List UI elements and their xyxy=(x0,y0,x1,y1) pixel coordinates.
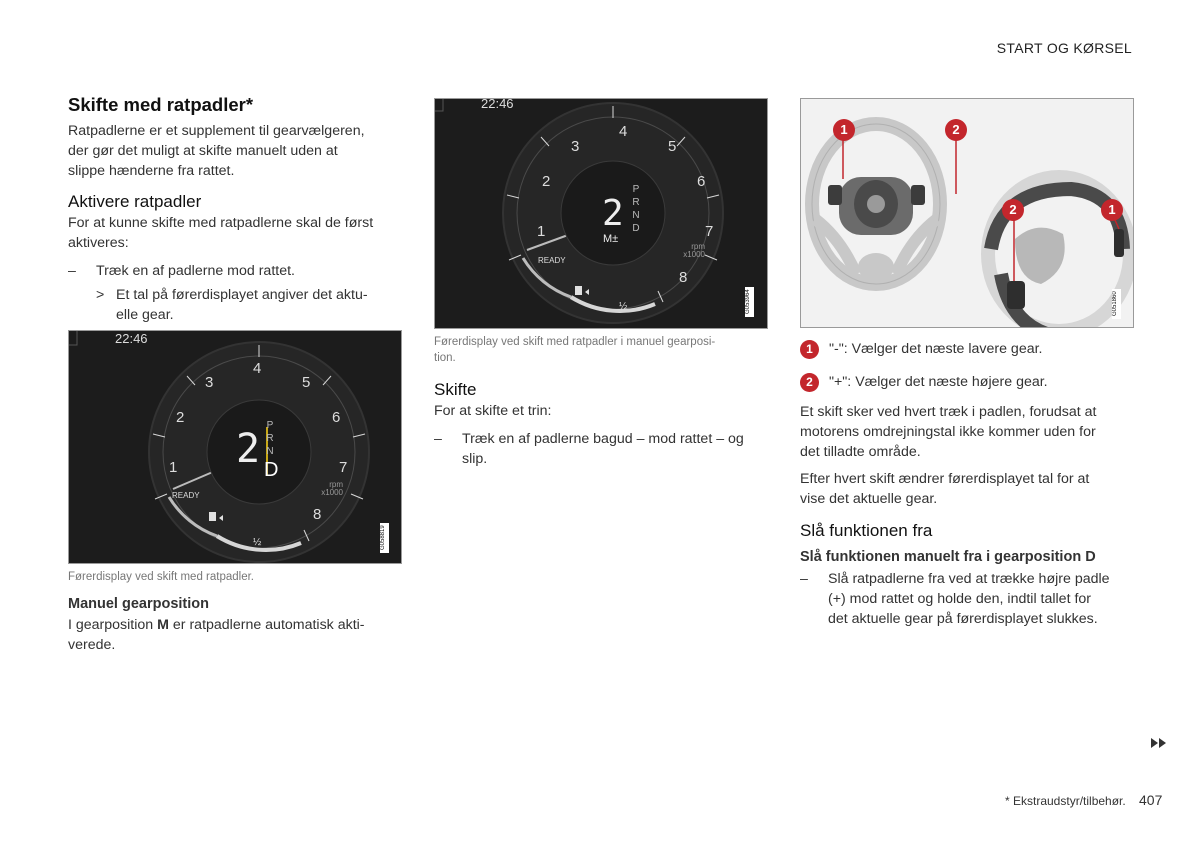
tick-label-7: 7 xyxy=(705,223,714,240)
manual-heading: Manuel gearposition xyxy=(68,596,209,612)
step-dash: – xyxy=(434,431,442,447)
tick-label-4: 4 xyxy=(253,360,262,377)
intro-line: slippe hænderne fra rattet. xyxy=(68,163,235,179)
step-result xyxy=(96,285,396,325)
off-heading: Slå funktionen fra xyxy=(800,521,933,540)
footnote: * Ekstraudstyr/tilbehør. xyxy=(1005,794,1126,808)
para-line: vise det aktuelle gear. xyxy=(800,491,938,507)
shift-text: For at skifte et trin: xyxy=(434,403,552,419)
clock-readout: 22:46 xyxy=(115,331,148,346)
callout-2-badge: 2 xyxy=(1002,199,1024,221)
clock-readout: 22:46 xyxy=(481,98,514,111)
activate-heading: Aktivere ratpadler xyxy=(68,192,202,211)
tick-label-8: 8 xyxy=(679,269,688,286)
section-header: START OG KØRSEL xyxy=(996,40,1132,56)
tick-label-3: 3 xyxy=(205,374,214,391)
para-line: Efter hvert skift ændrer førerdisplayet tal for at xyxy=(800,471,1090,487)
step-line: Træk en af padlerne bagud – mod rattet – og xyxy=(462,431,744,447)
current-gear-number: 2 xyxy=(602,193,624,234)
intro-line: Ratpadlerne er et supplement til gearvælgeren, xyxy=(68,123,365,139)
shift-heading: Skifte xyxy=(434,380,477,399)
image-id-tag: G053964 xyxy=(745,287,754,317)
continue-arrows-glyph xyxy=(1150,737,1168,749)
driver-display-figure-auto xyxy=(68,330,402,564)
selector-r: R xyxy=(266,433,274,444)
selector-r: R xyxy=(632,197,640,208)
step-line: Slå ratpadlerne fra ved at trække højre padle xyxy=(828,571,1110,587)
legend-1-text: "-": Vælger det næste lavere gear. xyxy=(828,341,1043,357)
result-marker: > xyxy=(96,287,105,303)
ready-indicator: READY xyxy=(538,256,566,265)
manual-paragraph xyxy=(68,615,398,655)
double-triangle-right-icon xyxy=(1150,736,1168,748)
manual-text-pre: I gearposition xyxy=(68,617,158,633)
activate-line: For at kunne skifte med ratpadlerne skal de først xyxy=(68,215,374,231)
off-step xyxy=(800,569,1140,629)
selector-n: N xyxy=(266,446,274,457)
gear-selector-list xyxy=(266,419,274,458)
tick-label-6: 6 xyxy=(697,173,706,190)
selector-n: N xyxy=(632,210,640,221)
manual-text-post: er ratpadlerne automatisk akti- xyxy=(168,617,365,633)
activate-paragraph xyxy=(68,213,403,253)
tick-label-3: 3 xyxy=(571,138,580,155)
fuel-half-label: ½ xyxy=(619,301,628,312)
selector-p: P xyxy=(632,184,640,195)
rpm-unit-label: x1000 xyxy=(321,488,343,497)
rpm-label: rpm xyxy=(691,242,705,251)
step-text: Træk en af padlerne mod rattet. xyxy=(96,263,295,279)
legend-2-text: "+": Vælger det næste højere gear. xyxy=(828,374,1048,390)
tick-label-1: 1 xyxy=(537,223,546,240)
shift-explanation xyxy=(800,402,1140,462)
current-gear-number: 2 xyxy=(236,426,261,472)
para-line: motorens omdrejningstal ikke kommer uden for xyxy=(800,424,1096,440)
activate-line: aktiveres: xyxy=(68,235,129,251)
fuel-half-label: ½ xyxy=(253,537,262,548)
off-subheading: Slå funktionen manuelt fra i gearposition D xyxy=(800,549,1096,565)
legend-item-2 xyxy=(800,372,1140,392)
steering-wheel-figure xyxy=(800,98,1134,328)
callout-2-badge: 2 xyxy=(945,119,967,141)
selector-p: P xyxy=(266,420,274,431)
tick-label-4: 4 xyxy=(619,123,628,140)
shift-step xyxy=(434,429,774,469)
manual-text-bold: M xyxy=(157,617,169,633)
selector-d-active: D xyxy=(264,459,279,481)
callout-2-marker: 2 xyxy=(800,373,819,392)
tick-label-7: 7 xyxy=(339,459,348,476)
caption-line: Førerdisplay ved skift med ratpadler i manuel gearposi- xyxy=(434,336,716,348)
callout-1-badge: 1 xyxy=(1101,199,1123,221)
tick-label-6: 6 xyxy=(332,409,341,426)
manual-mode-indicator: M± xyxy=(603,233,619,245)
tick-label-1: 1 xyxy=(169,459,178,476)
step-line: slip. xyxy=(462,451,488,467)
page-number: 407 xyxy=(1139,792,1163,808)
result-line: elle gear. xyxy=(116,307,174,323)
callout-1-badge: 1 xyxy=(833,119,855,141)
para-line: Et skift sker ved hvert træk i padlen, forudsat at xyxy=(800,404,1097,420)
display-explanation xyxy=(800,469,1140,509)
tick-label-5: 5 xyxy=(668,138,677,155)
intro-line: der gør det muligt at skifte manuelt uden at xyxy=(68,143,338,159)
gear-selector-list xyxy=(632,183,640,235)
selector-d: D xyxy=(632,223,640,234)
rpm-label: rpm xyxy=(329,480,343,489)
tick-label-2: 2 xyxy=(542,173,551,190)
manual-text-line2: verede. xyxy=(68,637,116,653)
tick-label-8: 8 xyxy=(313,506,322,523)
legend-item-1 xyxy=(800,339,1140,359)
driver-display-figure-manual xyxy=(434,98,768,329)
result-line: Et tal på førerdisplayet angiver det aktu- xyxy=(116,287,368,303)
left-figure-caption: Førerdisplay ved skift med ratpadler. xyxy=(68,571,254,583)
rpm-unit-label: x1000 xyxy=(683,250,705,259)
ready-indicator: READY xyxy=(172,491,200,500)
image-id-tag: G051860 xyxy=(1112,289,1121,319)
para-line: det tilladte område. xyxy=(800,444,921,460)
caption-line: tion. xyxy=(434,352,456,364)
tick-label-2: 2 xyxy=(176,409,185,426)
step-line: (+) mod rattet og holde den, indtil tallet for xyxy=(828,591,1092,607)
intro-paragraph xyxy=(68,121,398,181)
image-id-tag: G058819 xyxy=(380,523,389,553)
step-dash: – xyxy=(68,263,76,279)
page-title: Skifte med ratpadler* xyxy=(68,94,254,115)
callout-1-marker: 1 xyxy=(800,340,819,359)
tick-label-5: 5 xyxy=(302,374,311,391)
middle-figure-caption xyxy=(434,334,769,366)
step-line: det aktuelle gear på førerdisplayet slukkes. xyxy=(828,611,1098,627)
step-dash: – xyxy=(800,571,808,587)
